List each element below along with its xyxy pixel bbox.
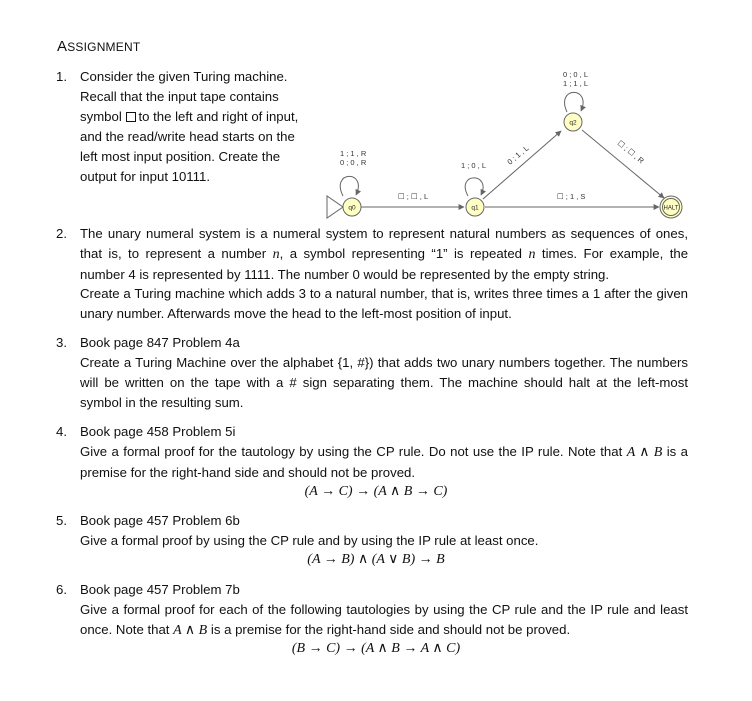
state-q0 [343, 198, 361, 216]
problem-number: 3. [56, 335, 67, 350]
label-q0-loop-2: 0 ; 0 , R [340, 158, 367, 167]
problem-text: Create a Turing Machine over the alphabet {1, #}) that adds two unary numbers together. The numbers will be written on the tape with a # sign separating them. The machine should halt at the left-most symbol in the resulting sum. [80, 355, 688, 410]
formula: (B → C) → (A ∧ B → A ∧ C) [291, 641, 461, 656]
problem-number: 2. [56, 226, 67, 241]
problem-text: The unary numeral system is a numeral system to represent natural numbers as sequences of ones, that is, to represent a number n, a symbol representing “1” is repeated n times. For example, the number 4 is represented by 1111. The number 0 would be represented by the empty string. [80, 226, 689, 282]
state-q1 [466, 198, 484, 216]
svg-text:q2: q2 [569, 119, 577, 127]
formula: (A → B) ∧ (A ∨ B) → B [307, 552, 445, 567]
transition-q1-loop [465, 178, 483, 196]
problem-text-2: Create a Turing machine which adds 3 to a natural number, that is, writes three times a 1 after the given unary number. Afterwards move the head to the left-most position of input. [80, 286, 688, 321]
problem-heading: Book page 457 Problem 7b [80, 582, 240, 597]
problem-text: Give a formal proof for each of the following tautologies by using the CP rule and the IP rule and least once. Note that A ∧ B is a premise for the right-hand side and should not be proved. [80, 602, 688, 638]
label-q2-loop-2: 1 ; 1 , L [563, 79, 589, 88]
start-arrow-icon [327, 196, 343, 218]
formula: (A → C) → (A ∧ B → C) [304, 484, 448, 499]
svg-text:HALT: HALT [663, 205, 679, 212]
transition-q0-loop [340, 176, 358, 196]
problem-heading: Book page 458 Problem 5i [80, 424, 236, 439]
transition-q2-loop [565, 92, 583, 112]
problem-number: 4. [56, 424, 67, 439]
state-q2 [564, 113, 582, 131]
problem-number: 5. [56, 513, 67, 528]
page-title: ASSIGNMENT [57, 38, 141, 55]
label-q2-halt: ☐ ; ☐ , R [615, 138, 646, 166]
problem-heading: Book page 847 Problem 4a [80, 335, 240, 350]
transition-q1-q2 [483, 131, 561, 199]
problem-text: Consider the given Turing machine. Recall that the input tape contains symbol to the left and right of input, and the read/write head starts on the left most input position. Create the output for input 10111. [80, 69, 299, 184]
problem-text: Give a formal proof by using the CP rule and by using the IP rule at least once. [80, 533, 539, 548]
svg-text:q1: q1 [471, 204, 479, 212]
label-q0-q1: ☐ ; ☐ , L [398, 192, 429, 201]
label-q2-loop-1: 0 ; 0 , L [563, 70, 589, 79]
label-q1-q2: 0 ; 1 , L [505, 143, 531, 167]
svg-text:q0: q0 [348, 204, 356, 212]
state-halt [660, 196, 682, 218]
label-q0-loop-1: 1 ; 1 , R [340, 149, 367, 158]
problem-number: 6. [56, 582, 67, 597]
problem-text: Give a formal proof for the tautology by using the CP rule. Do not use the IP rule. Note that A ∧ B is a premise for the right-hand side and should not be proved. [80, 444, 688, 480]
label-q1-loop: 1 ; 0 , L [461, 161, 487, 170]
label-q1-halt: ☐ ; 1 , S [557, 192, 586, 201]
problem-number: 1. [56, 69, 67, 84]
problem-heading: Book page 457 Problem 6b [80, 513, 240, 528]
